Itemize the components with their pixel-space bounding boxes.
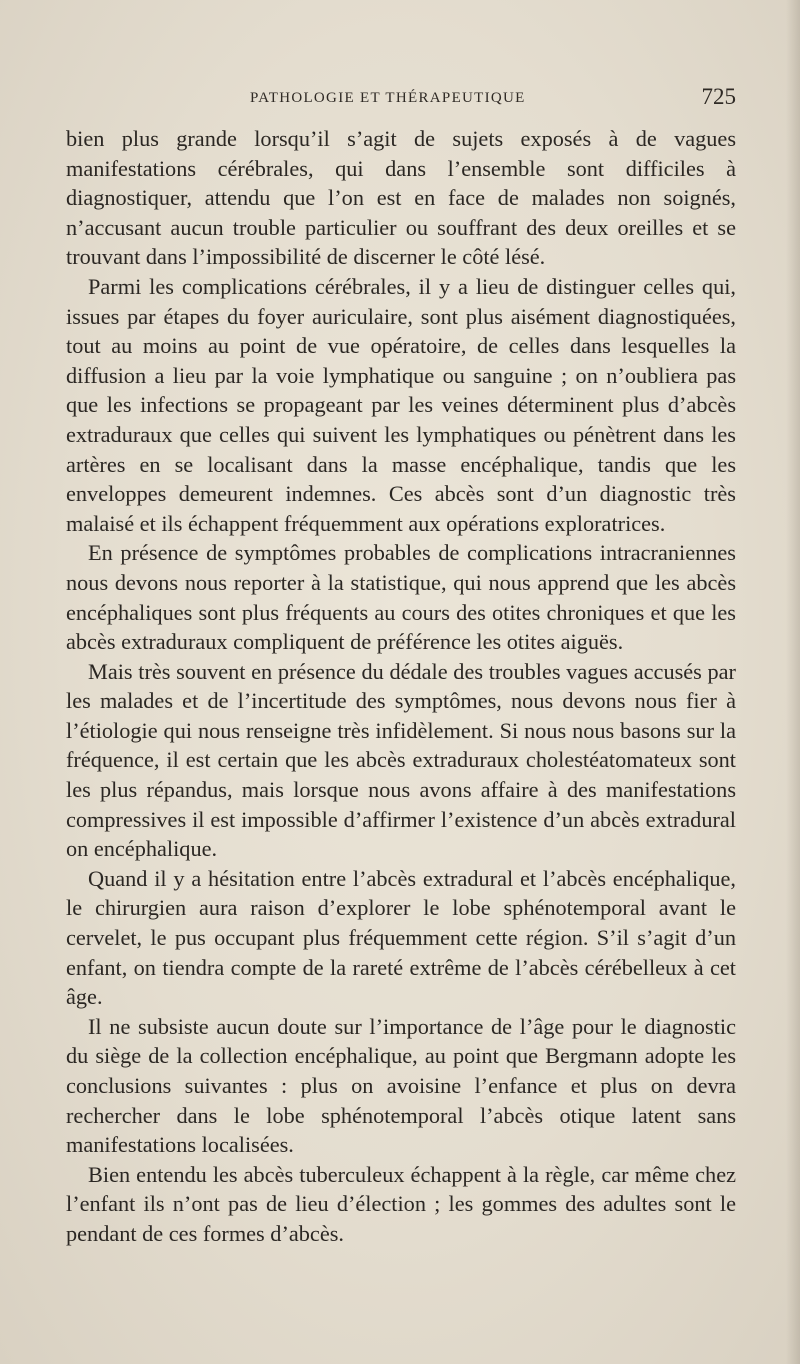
paragraph-2: Parmi les complications cérébrales, il y a lieu de distinguer celles qui, issues par étapes du foyer auriculaire, sont plus aisément diagnostiquées, tout au moins au point de vue opératoire, de celles dans lesquelles la diffusion a lieu par la voie lymphatique ou sanguine ; on n’oubliera pas que les infections se propageant par les veines déterminent plus d’abcès extraduraux que celles qui suivent les lymphatiques ou pénètrent dans les artères en se localisant dans la masse encéphalique, tandis que les enveloppes demeurent indemnes. Ces abcès sont d’un diagnostic très malaisé et ils échappent fréquemment aux opérations exploratrices. [66, 273, 736, 536]
paragraph-1: bien plus grande lorsqu’il s’agit de sujets exposés à de vagues manifestations cérébrales, qui dans l’ensemble sont difficiles à diagnostiquer, attendu que l’on est en face de malades non soignés, n’accusant aucun trouble particulier ou souffrant des deux oreilles et se trouvant dans l’impossibilité de discerner le côté lésé. [66, 126, 736, 270]
paragraph-7: Bien entendu les abcès tuberculeux échappent à la règle, car même chez l’enfant ils n’ont pas de lieu d’élection ; les gommes des adultes sont le pendant de ces formes d’abcès. [66, 1161, 736, 1246]
paragraph-5: Quand il y a hésitation entre l’abcès extradural et l’abcès encéphalique, le chirurgien aura raison d’explorer le lobe sphénotemporal avant le cervelet, le pus occupant plus fréquemment cette région. S’il s’agit d’un enfant, on tiendra compte de la rareté extrême de l’abcès cérébelleux à cet âge. [66, 865, 736, 1010]
page-number: 725 [701, 84, 736, 109]
paragraph-3: En présence de symptômes probables de complications intracraniennes nous devons nous reporter à la statistique, qui nous apprend que les abcès encéphaliques sont plus fréquents au cours des otites chroniques et que les abcès extraduraux compliquent de préférence les otites aiguës. [66, 540, 736, 655]
page-edge-shadow [786, 0, 800, 1364]
paragraph-6: Il ne subsiste aucun doute sur l’importance de l’âge pour le diagnostic du siège de la collection encéphalique, au point que Bergmann adopte les conclusions suivantes : plus on avoisine l’enfance et plus on devra rechercher dans le lobe sphénotemporal l’abcès otique latent sans manifestations localisées. [66, 1013, 736, 1158]
running-title: PATHOLOGIE ET THÉRAPEUTIQUE [250, 90, 526, 106]
body-text [66, 124, 736, 1249]
paragraph-4: Mais très souvent en présence du dédale des troubles vagues accusés par les malades et de l’incertitude des symptômes, nous devons nous fier à l’étiologie qui nous renseigne très infidèlement. Si nous nous basons sur la fréquence, il est certain que les abcès extraduraux cholestéatomateux sont les plus répandus, mais lorsque nous avons affaire à des manifestations compressives il est impossible d’affirmer l’existence d’un abcès extradural on encéphalique. [66, 658, 736, 862]
page-header [66, 84, 736, 114]
